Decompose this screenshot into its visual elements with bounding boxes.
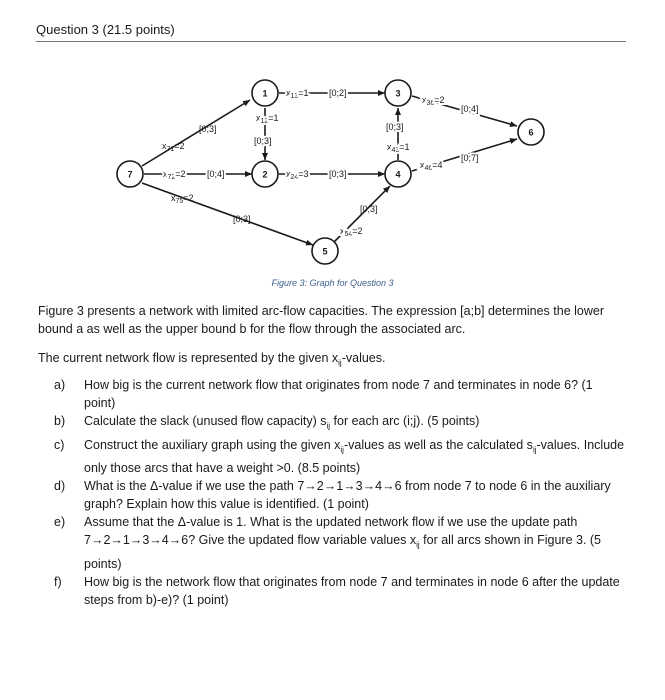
question-letter: e) — [54, 515, 66, 529]
edge-label-flow: $x_{54}=2$ — [340, 226, 363, 238]
question-text: Calculate the slack (unused flow capacity) $s_{ij}$ for each arc (i;j). (5 points) — [84, 414, 480, 431]
svg-text:4: 4 — [395, 169, 401, 180]
question-letter: a) — [54, 378, 66, 392]
edge-label-bounds: [0;3] — [199, 124, 217, 134]
question-text: Assume that the Δ-value is 1. What is the updated network flow if we use the update path 7→2→1→3→4→6? Give the updated flow variable values $x_{ij}$ for all arcs shown in Figure 3. (5 points) — [84, 515, 602, 571]
edge-label-flow: $x_{46}=4$ — [420, 160, 443, 172]
question-text: How big is the network flow that originates from node 7 and terminates in node 6 after the update steps from b)-e)? (1 point) — [84, 574, 620, 607]
svg-text:6: 6 — [528, 127, 534, 138]
intro-paragraph: Figure 3 presents a network with limited arc-flow capacities. The expression [a;b] determines the lower bound a as well as the upper bound b for the flow through the associated arc. — [38, 304, 604, 336]
question-letter: f) — [54, 574, 62, 589]
node-6 — [518, 119, 544, 145]
edge-label-bounds: [0;3] — [233, 214, 251, 224]
edge-label-flow: $x_{36}=2$ — [422, 95, 445, 107]
edge-7-1 — [142, 100, 250, 166]
question-list — [54, 376, 626, 609]
edge-label-flow: $x_{72}=2$ — [163, 169, 186, 181]
svg-text:3: 3 — [395, 88, 401, 99]
edge-label-bounds: [0;3] — [254, 136, 272, 146]
node-1 — [252, 80, 278, 106]
edge-label-flow: $x_{13}=1$ — [286, 88, 309, 100]
question-item — [54, 436, 626, 478]
node-2 — [252, 161, 278, 187]
edge-label-flow: $x_{24}=3$ — [286, 169, 309, 181]
question-letter: b) — [54, 414, 66, 428]
question-item — [54, 412, 626, 436]
node-3 — [385, 80, 411, 106]
node-4 — [385, 161, 411, 187]
network-graph — [0, 60, 665, 300]
question-letter: d) — [54, 479, 66, 493]
edge-label-bounds: [0;4] — [207, 169, 225, 179]
edge-label-bounds: [0;3] — [386, 122, 404, 132]
question-item — [54, 376, 626, 412]
question-title: Question 3 (21.5 points) — [36, 22, 626, 42]
svg-text:5: 5 — [322, 246, 328, 257]
svg-text:1: 1 — [262, 88, 268, 99]
question-item — [54, 477, 626, 513]
edge-label-bounds: [0;7] — [461, 153, 479, 163]
edge-label-flow: $x_{75}=2$ — [171, 193, 194, 205]
question-item — [54, 513, 626, 573]
edge-label-bounds: [0;2] — [329, 88, 347, 98]
figure-caption: Figure 3: Graph for Question 3 — [271, 278, 394, 288]
edge-label-flow: $x_{12}=1$ — [256, 113, 279, 125]
edge-label-flow: $x_{43}=1$ — [387, 142, 410, 154]
question-letter: c) — [54, 437, 65, 452]
question-text: How big is the current network flow that originates from node 7 and terminates in node 6? (1 point) — [84, 378, 593, 410]
node-7 — [117, 161, 143, 187]
question-text: Construct the auxiliary graph using the given $x_{ij}$-values as well as the calculated $s_{ij}$-values. Include only those arcs that have a weight >0. (8.5 points) — [84, 437, 625, 475]
edge-7-5 — [142, 183, 313, 245]
edge-label-flow: $x_{71}=2$ — [162, 141, 185, 153]
question-item — [54, 573, 626, 609]
edge-label-bounds: [0;3] — [329, 169, 347, 179]
node-5 — [312, 238, 338, 264]
svg-text:2: 2 — [262, 169, 268, 180]
current-flow-paragraph: The current network flow is represented by the given $x_{ij}$-values. — [38, 351, 386, 368]
edge-label-bounds: [0;3] — [360, 204, 378, 214]
svg-text:7: 7 — [127, 169, 133, 180]
edge-label-bounds: [0;4] — [461, 104, 479, 114]
question-text: What is the Δ-value if we use the path 7→2→1→3→4→6 from node 7 to node 6 in the auxiliary graph? Explain how this value is identified. (1 point) — [84, 479, 611, 511]
